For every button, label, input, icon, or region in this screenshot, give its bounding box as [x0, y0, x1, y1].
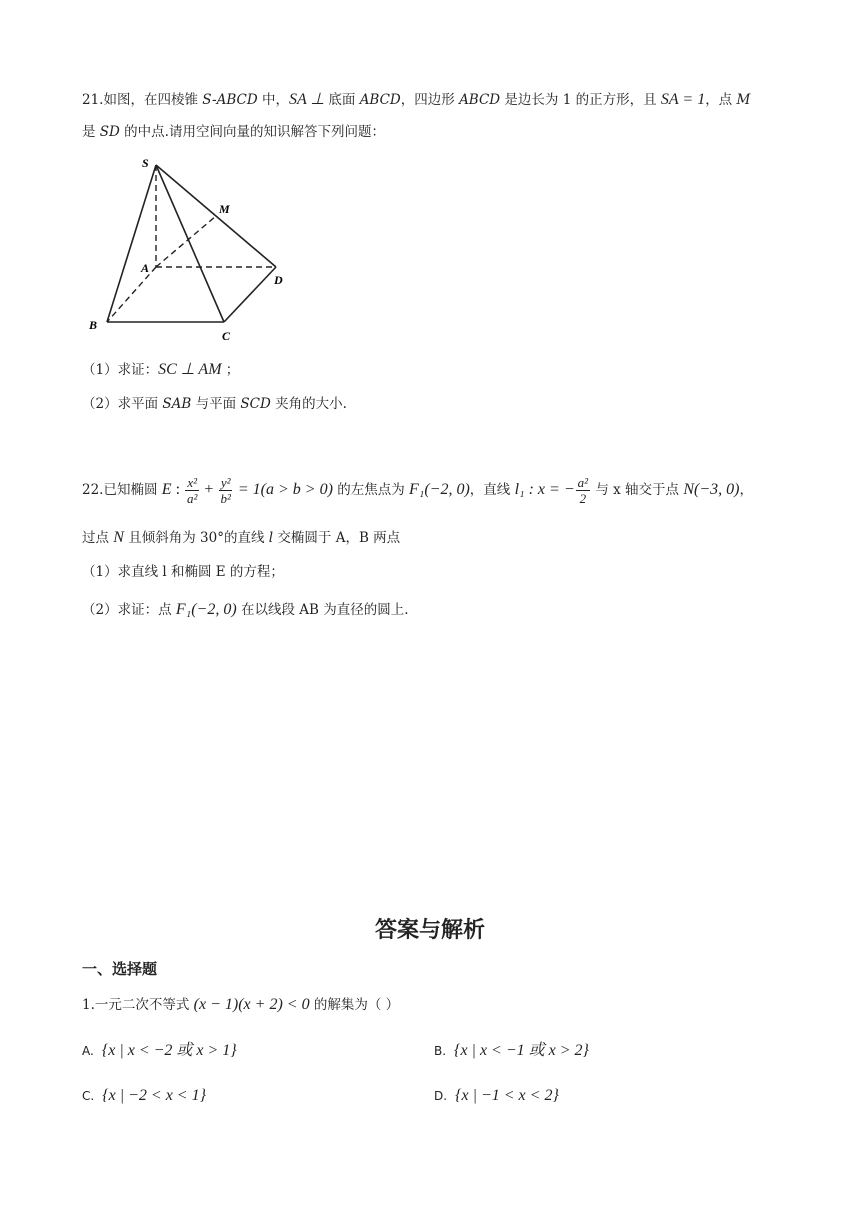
label-s: S	[142, 156, 149, 170]
label-c: C	[222, 329, 231, 343]
option-b[interactable]: B. {x | x < −1 或 x > 2}	[434, 1042, 589, 1059]
edge-sc	[156, 165, 224, 322]
label-d: D	[274, 273, 283, 287]
q21-line1: 21.如图，在四棱锥 S-ABCD 中，SA ⊥ 底面 ABCD，四边形 ABCD 是边长为 1 的正方形，且 SA = 1，点 M	[82, 91, 751, 108]
edge-cd	[224, 267, 276, 322]
option-c[interactable]: C. {x | −2 < x < 1}	[82, 1087, 206, 1104]
q22-line2: 过点 N 且倾斜角为 30°的直线 l 交椭圆于 A，B 两点	[82, 529, 401, 546]
q21-part2: （2）求平面 SAB 与平面 SCD 夹角的大小.	[82, 396, 347, 412]
edge-sb	[107, 165, 156, 322]
pyramid-figure	[80, 150, 310, 350]
q22-part1: （1）求直线 l 和椭圆 E 的方程；	[82, 564, 284, 580]
option-a[interactable]: A. {x | x < −2 或 x > 1}	[82, 1042, 237, 1059]
answers-title: 答案与解析	[374, 918, 485, 943]
label-m: M	[219, 202, 230, 216]
label-a: A	[141, 261, 150, 275]
option-d[interactable]: D. {x | −1 < x < 2}	[434, 1087, 559, 1104]
label-b: B	[89, 318, 98, 332]
edge-am	[156, 216, 216, 267]
q21-line2: 是 SD 的中点.请用空间向量的知识解答下列问题：	[82, 124, 385, 140]
edge-ab	[107, 267, 156, 322]
fraction-a2-2: $\frac{\text{a²}}{2}$	[577, 475, 589, 506]
q22-part2: （2）求证：点 F₁(−2, 0) 在以线段 AB 为直径的圆上.	[82, 601, 409, 618]
answer-q1: 1.一元二次不等式 (x − 1)(x + 2) < 0 的解集为（ ）	[82, 996, 400, 1013]
section-multiple-choice: 一、选择题	[82, 960, 158, 978]
fraction-y2-b2: $\frac{\text{y²}}{\text{b²}}$	[220, 475, 231, 506]
fraction-x2-a2: $\frac{\text{x²}}{\text{a²}}$	[187, 475, 198, 506]
q22-line1: 22.已知椭圆 E : $\frac{\text{x²}}{\text{a²}}$ + $\frac{\text{y²}}{\text{b²}}$ = 1(a > b > 0) 的左焦点为 F₁(−2, 0)，直线 l₁ : x = − $\frac{\text{a²}}{2}$ 与 x 轴交于点 N(−3, 0)，	[82, 475, 753, 506]
q21-part1: （1）求证：SC ⊥ AM ；	[82, 361, 240, 378]
